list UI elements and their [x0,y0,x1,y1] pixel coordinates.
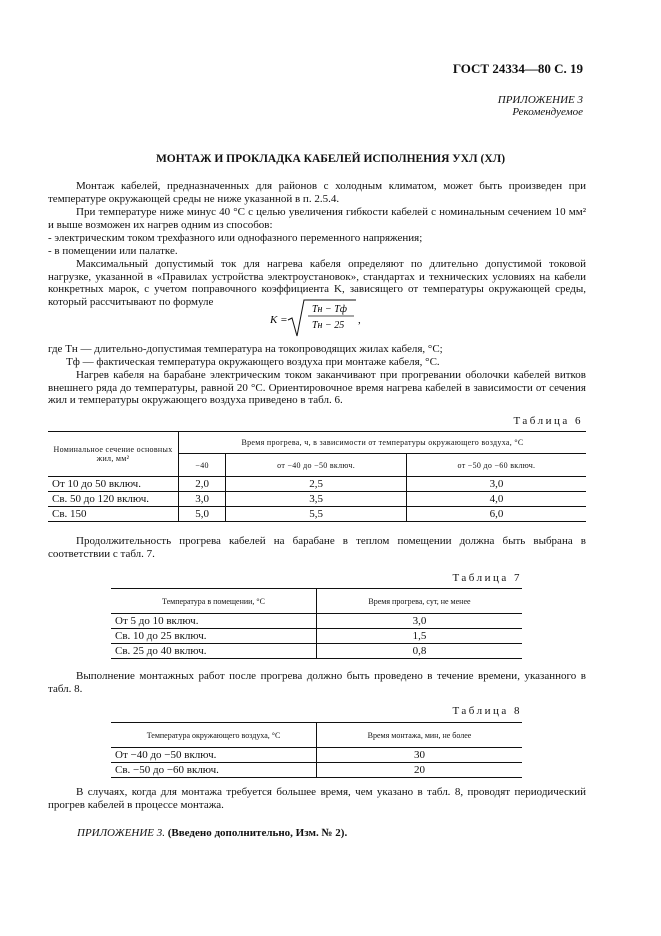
appendix-label [498,94,583,118]
paragraph-2: При температуре ниже минус 40 °С с целью увеличения гибкости кабелей с номинальным сечением 10 мм² и выше возможен их нагрев одним из способов: [48,206,586,231]
bullet-2: - в помещении или палатке. [48,245,178,257]
t6-sub-1: −40 [179,454,226,477]
table-row [48,492,586,507]
amendment-text: (Введено дополнительно, Изм. № 2). [167,827,348,839]
t6-cell: Св. 150 [48,507,179,522]
t6-cell: От 10 до 50 включ. [48,477,179,492]
t6-cell: 5,0 [179,507,226,522]
table-6 [48,431,586,522]
t6-cell: 2,0 [179,477,226,492]
t6-cell: 2,5 [226,477,407,492]
table-row [111,748,522,763]
amendment-appendix: ПРИЛОЖЕНИЕ 3. [77,827,165,839]
table6-caption: Таблица 6 [513,415,583,427]
t6-group-header: Время прогрева, ч, в зависимости от температуры окружающего воздуха, °С [179,432,587,454]
formula-lhs: K = [270,314,288,326]
table-row [111,614,522,629]
t6-cell: 3,5 [226,492,407,507]
t7-cell: 3,0 [317,614,523,629]
paragraph-4: Нагрев кабеля на барабане электрическим током заканчивают при прогревании оболочки кабелей витков внешнего ряда до температуры, равной 20 °С. Ориентировочное время нагрева кабелей в зависимости от сечения жил и температуры окружающего воздуха приведено в табл. 6. [48,369,586,406]
t8-col-temp: Температура окружающего воздуха, °С [111,723,317,748]
table-row [111,763,522,778]
t8-cell: Св. −50 до −60 включ. [111,763,317,778]
appendix-status: Рекомендуемое [512,106,583,118]
document-title: МОНТАЖ И ПРОКЛАДКА КАБЕЛЕЙ ИСПОЛНЕНИЯ УХЛ (ХЛ) [155,153,506,165]
definition-2: Tф — фактическая температура окружающего воздуха при монтаже кабеля, °С. [66,356,440,368]
t7-cell: 1,5 [317,629,523,644]
page-header: ГОСТ 24334—80 С. 19 [452,61,583,76]
t8-cell: 30 [317,748,523,763]
formula-tail: , [358,314,361,326]
t6-cell: Св. 50 до 120 включ. [48,492,179,507]
paragraph-6: Выполнение монтажных работ после прогрева должно быть проведено в течение времени, указанного в табл. 8. [48,670,586,695]
t7-cell: Св. 25 до 40 включ. [111,644,317,659]
formula-denominator: Tн − 25 [312,320,345,331]
formula [270,298,390,340]
t8-col-time: Время монтажа, мин, не более [317,723,523,748]
t6-sub-2: от −40 до −50 включ. [226,454,407,477]
t6-cell: 6,0 [406,507,586,522]
t8-cell: От −40 до −50 включ. [111,748,317,763]
table-row [48,507,586,522]
bullet-1: - электрическим током трехфазного или однофазного переменного напряжения; [48,232,423,244]
table-row [48,477,586,492]
table-8 [111,722,522,778]
appendix-title: ПРИЛОЖЕНИЕ 3 [497,94,583,106]
t6-cell: 3,0 [406,477,586,492]
amendment-note [77,827,347,839]
table-row [111,644,522,659]
table-row [111,629,522,644]
t7-cell: Св. 10 до 25 включ. [111,629,317,644]
t7-cell: 0,8 [317,644,523,659]
formula-numerator: Tн − Tф [312,304,347,315]
t6-cell: 4,0 [406,492,586,507]
definition-1: где Tн — длительно-допустимая температура на токопроводящих жилах кабеля, °С; [48,343,443,355]
paragraph-5: Продолжительность прогрева кабелей на барабане в теплом помещении должна быть выбрана в соответствии с табл. 7. [48,535,586,560]
t6-cell: 5,5 [226,507,407,522]
table-7 [111,588,522,659]
paragraph-7: В случаях, когда для монтажа требуется большее время, чем указано в табл. 8, проводят периодический прогрев кабелей в процессе монтажа. [48,786,586,811]
table7-caption: Таблица 7 [452,572,522,584]
t8-cell: 20 [317,763,523,778]
t7-col-time: Время прогрева, сут, не менее [317,589,523,614]
paragraph-1: Монтаж кабелей, предназначенных для районов с холодным климатом, может быть произведен при температуре окружающей среды не ниже указанной в п. 2.5.4. [48,180,586,205]
t6-col-section: Номинальное сечение основных жил, мм² [48,432,179,477]
t6-cell: 3,0 [179,492,226,507]
table8-caption: Таблица 8 [452,705,522,717]
t7-col-temp: Температура в помещении, °С [111,589,317,614]
t6-sub-3: от −50 до −60 включ. [406,454,586,477]
t7-cell: От 5 до 10 включ. [111,614,317,629]
paragraph-3: Максимальный допустимый ток для нагрева кабеля определяют по длительно допустимой токовой нагрузке, указанной в «Правилах устройства электроустановок», стандартах и технических условиях на кабели конкретных марок, с учетом поправочного коэффициента K, зависящего от температуры окружающей среды, который рассчитывают по формуле [48,258,586,308]
